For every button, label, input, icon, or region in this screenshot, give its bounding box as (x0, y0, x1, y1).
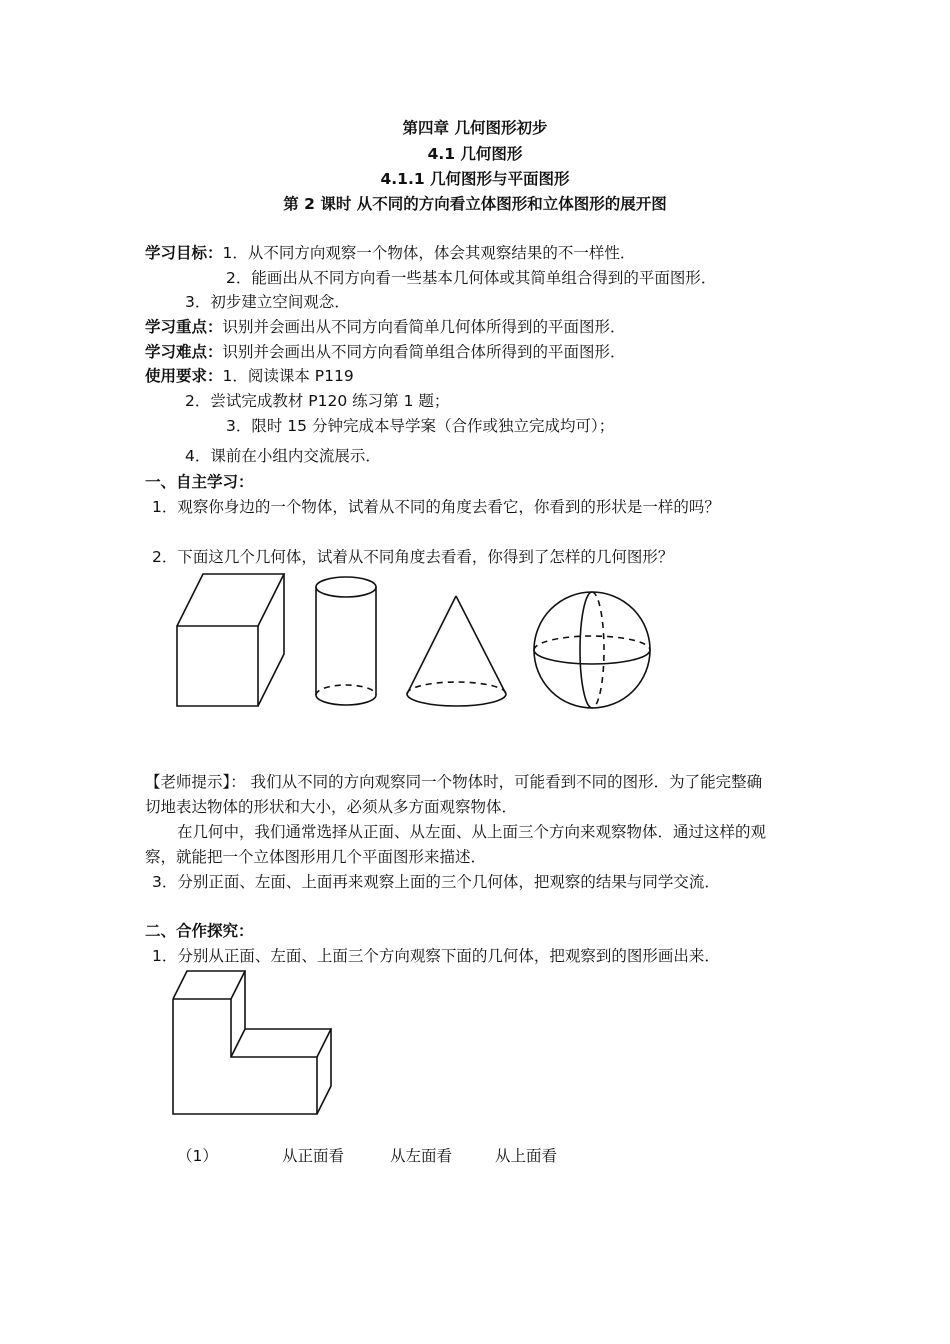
teacher-tip-line-4: 察，就能把一个立体图形用几个平面图形来描述． (145, 848, 487, 866)
key-point-text: 识别并会画出从不同方向看简单几何体所得到的平面图形． (222, 318, 626, 336)
lesson-title: 第 2 课时 从不同的方向看立体图形和立体图形的展开图 (283, 195, 667, 213)
cone-figure (407, 596, 506, 706)
part2-question-1: 1．分别从正面、左面、上面三个方向观察下面的几何体，把观察到的图形画出来． (152, 947, 720, 965)
part1-question-1: 1．观察你身边的一个物体，试着从不同的角度去看它，你看到的形状是一样的吗？ (152, 498, 720, 516)
usage-label: 使用要求： (145, 367, 223, 385)
difficulty-text: 识别并会画出从不同方向看简单组合体所得到的平面图形． (222, 343, 626, 361)
chapter-title: 第四章 几何图形初步 (402, 119, 548, 137)
l-shape-solid-figure (173, 971, 331, 1114)
cube-figure (177, 574, 284, 706)
figure-number: （1） (177, 1147, 218, 1165)
section-title: 4.1 几何图形 (427, 145, 523, 163)
usage-item-3: 3．限时 15 分钟完成本导学案（合作或独立完成均可）； (226, 417, 615, 435)
view-front-label: 从正面看 (282, 1147, 345, 1165)
part1-question-2: 2．下面这几个几何体，试着从不同角度去看看，你得到了怎样的几何图形？ (152, 548, 674, 566)
goals-label: 学习目标： (145, 244, 223, 262)
cylinder-figure (316, 577, 376, 705)
sphere-figure (534, 592, 650, 708)
part1-title: 一、自主学习： (145, 473, 254, 491)
usage-item-2: 2．尝试完成教材 P120 练习第 1 题； (185, 392, 450, 410)
key-point-label: 学习重点： (145, 318, 223, 336)
view-top-label: 从上面看 (495, 1147, 558, 1165)
part1-question-3: 3．分别正面、左面、上面再来观察上面的三个几何体，把观察的结果与同学交流． (152, 873, 720, 891)
teacher-tip-line-1: 【老师提示】： 我们从不同的方向观察同一个物体时，可能看到不同的图形．为了能完整确 (145, 773, 763, 791)
part2-title: 二、合作探究： (145, 922, 254, 940)
difficulty-label: 学习难点： (145, 343, 223, 361)
subsection-title: 4.1.1 几何图形与平面图形 (380, 170, 570, 188)
goal-item-1: 1．从不同方向观察一个物体，体会其观察结果的不一样性． (222, 244, 636, 262)
usage-item-4: 4．课前在小组内交流展示． (185, 447, 381, 465)
usage-item-1: 1．阅读课本 P119 (222, 367, 354, 385)
goal-item-2: 2．能画出从不同方向看一些基本几何体或其简单组合得到的平面图形． (226, 269, 717, 287)
teacher-tip-line-3: 在几何中，我们通常选择从正面、从左面、从上面三个方向来观察物体．通过这样的观 (177, 823, 767, 841)
goal-item-3: 3．初步建立空间观念． (185, 293, 350, 311)
view-left-label: 从左面看 (390, 1147, 453, 1165)
teacher-tip-line-2: 切地表达物体的形状和大小，必须从多方面观察物体． (145, 798, 518, 816)
